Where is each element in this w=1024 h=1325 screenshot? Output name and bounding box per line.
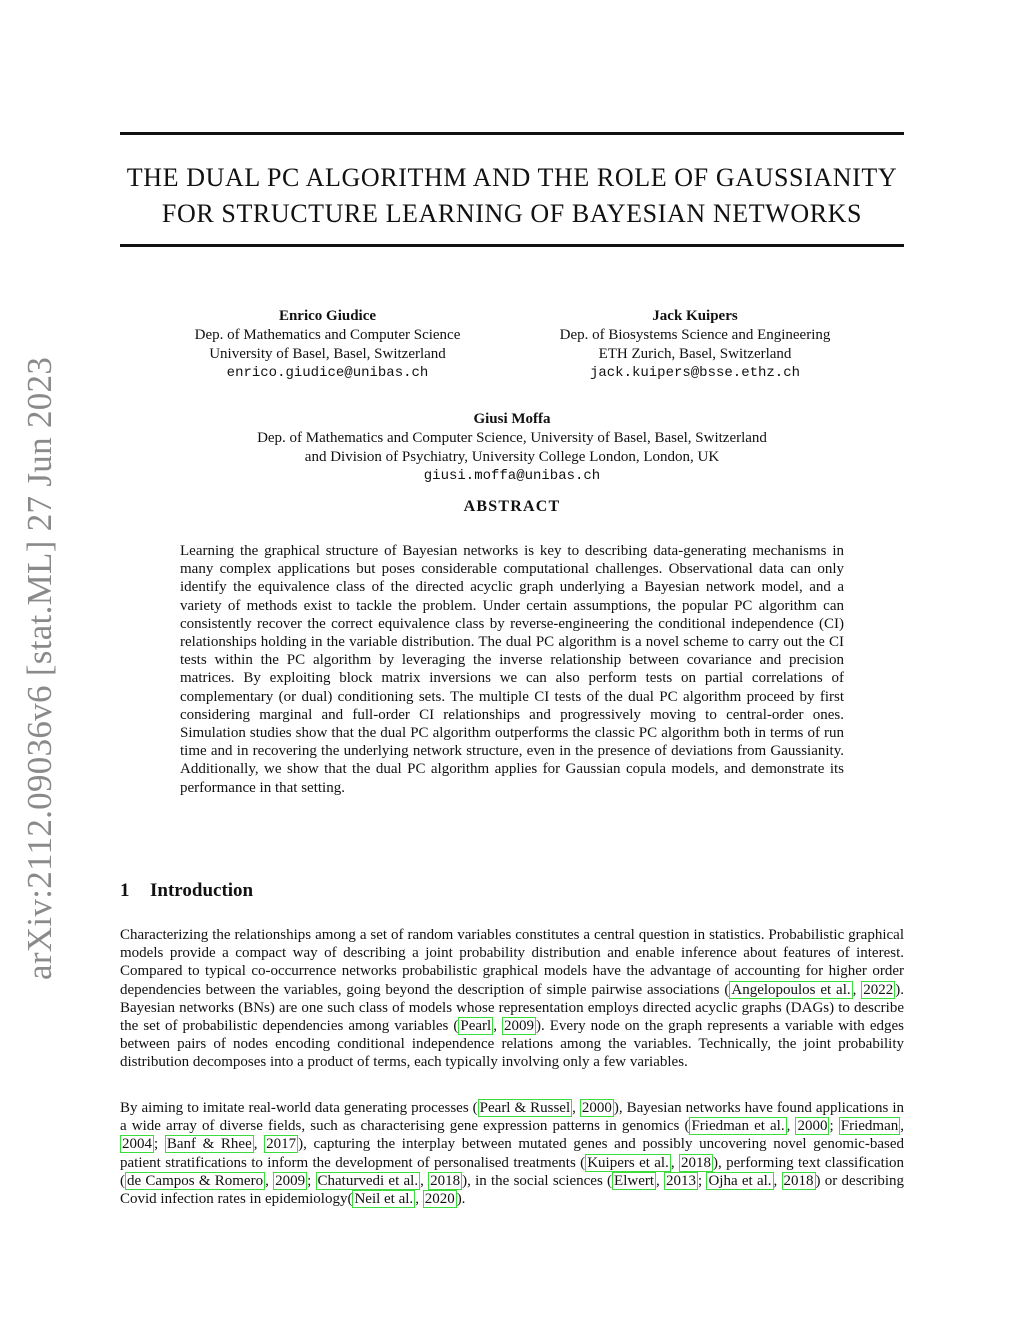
- author-block-2: [530, 307, 860, 383]
- citation-link[interactable]: Kuipers et al.: [587, 1154, 669, 1171]
- paragraph-text: ), in the social sciences (: [462, 1172, 613, 1189]
- abstract-heading: ABSTRACT: [463, 498, 561, 515]
- title-line-1: THE DUAL PC ALGORITHM AND THE ROLE OF GAUSSIANITY: [126, 163, 898, 192]
- citation-year-link[interactable]: 2013: [666, 1172, 697, 1189]
- author-name: Enrico Giudice: [278, 308, 377, 324]
- citation-year-link[interactable]: 2009: [275, 1172, 306, 1189]
- paragraph-text: ), capturing the interplay between mutated genes and possibly uncovering novel genomic-based patient stratifications to inform the development of personalised treatments (: [120, 1136, 904, 1171]
- citation-link[interactable]: Pearl: [460, 1018, 492, 1035]
- citation-year-link[interactable]: 2018: [430, 1172, 461, 1189]
- paragraph-text: ) or describing Covid infection rates in epidemiology(: [120, 1172, 905, 1208]
- author-block-1: [155, 307, 500, 383]
- paragraph-text: ), performing text classification (: [120, 1154, 905, 1189]
- title-line-2: FOR STRUCTURE LEARNING OF BAYESIAN NETWORKS: [161, 199, 863, 228]
- title-rule-top: [120, 132, 904, 135]
- intro-paragraph-2: By aiming to imitate real-world data generating processes ( Pearl & Russel , 2000 ), Bayesian networks have found applications in a wide array of diverse fields, such as characterising gene expression patterns in genomics ( Friedman et al. , 2000 ; Friedman , 2004 ; Banf & Rhee , 2017 ), capturing the interplay between mutated genes and possibly uncovering novel genomic-based patient stratifications to inform the development of personalised treatments ( Kuipers et al. , 2018 ), performing text classification ( de Campos & Romero , 2009 ; Chaturvedi et al. , 2018 ), in the social sciences ( Elwert , 2013 ; Ojha et al. , 2018 ) or describing Covid infection rates in epidemiology( Neil et al. , 2020 ).: [120, 1100, 905, 1208]
- citation-link[interactable]: Neil et al.: [354, 1191, 414, 1208]
- citation-link[interactable]: Pearl & Russel: [479, 1100, 571, 1116]
- citation-year-link[interactable]: 2018: [681, 1154, 711, 1171]
- citation-year-link[interactable]: 2009: [503, 1018, 534, 1035]
- citation-link[interactable]: de Campos & Romero: [127, 1172, 264, 1189]
- author-email[interactable]: enrico.giudice@unibas.ch: [226, 365, 429, 381]
- intro-paragraph-1: Characterizing the relationships among a set of random variables constitutes a central question in statistics. Probabilistic graphical models provide a compact way of describing a joint probability distribution and enable inference about features of interest. Compared to typical co-occurrence networks probabilistic graphical models have the advantage of accounting for higher order dependencies between the variables, going beyond the description of simple pairwise associations ( Angelopoulos et al. , 2022 ). Bayesian networks (BNs) are one such class of models whose representation employs directed acyclic graphs (DAGs) to describe the set of probabilistic dependencies among variables ( Pearl , 2009 ). Every node on the graph represents a variable with edges between pairs of nodes encoding conditional independence relations among the variables. Technically, the joint probability distribution decomposes into a product of terms, each typically involving only a few variables.: [120, 927, 904, 1071]
- citation-year-link[interactable]: 2000: [797, 1118, 828, 1135]
- citation-year-link[interactable]: 2022: [863, 981, 894, 998]
- citation-link[interactable]: Banf & Rhee: [166, 1136, 252, 1153]
- abstract-text: Learning the graphical structure of Bayesian networks is key to describing data-generating mechanisms in many complex applications but poses considerable computational challenges. Observational data can only identify the equivalence class of the directed acyclic graph underlying a Bayesian network model, and a variety of methods exist to tackle the problem. Under certain assumptions, the popular PC algorithm can consistently recover the correct equivalence class by reverse-engineering the conditional independence (CI) relationships holding in the variable distribution. The dual PC algorithm is a novel scheme to carry out the CI tests within the PC algorithm by leveraging the inverse relationship between covariance and precision matrices. By exploiting block matrix inversions we can also perform tests on partial correlations of complementary (or dual) conditioning sets. The multiple CI tests of the dual PC algorithm proceed by first considering marginal and full-order CI relationships and progressively moving to central-order ones. Simulation studies show that the dual PC algorithm outperforms the classic PC algorithm both in terms of run time and in recovering the underlying network structure, even in the presence of deviations from Gaussianity. Additionally, we show that the dual PC algorithm applies for Gaussian copula models, and demonstrate its performance in that setting.: [180, 543, 844, 796]
- section-number: 1: [120, 880, 130, 901]
- paper-title: [120, 160, 904, 232]
- citation-year-link[interactable]: 2000: [581, 1100, 612, 1116]
- author-affiliation: University of Basel, Basel, Switzerland: [209, 346, 446, 362]
- citation-year-link[interactable]: 2020: [424, 1191, 455, 1208]
- paragraph-text: Characterizing the relationships among a set of random variables constitutes a central question in statistics. Probabilistic graphical models provide a compact way of describing a joint probability distribution and enable inference about features of interest. Compared to typical co-occurrence networks probabilistic graphical models have the advantage of accounting for higher order dependencies between the variables, going beyond the description of simple pairwise associations (: [120, 927, 904, 998]
- section-title: Introduction: [150, 880, 254, 901]
- citation-link[interactable]: Angelopoulos et al.: [731, 981, 851, 998]
- author-name: Jack Kuipers: [652, 308, 738, 324]
- citation-link[interactable]: Friedman et al.: [691, 1118, 785, 1135]
- citation-link[interactable]: Ojha et al.: [708, 1172, 772, 1189]
- author-affiliation: and Division of Psychiatry, University College London, London, UK: [304, 449, 720, 465]
- paragraph-text: ).: [456, 1191, 466, 1208]
- title-rule-bottom: [120, 244, 904, 247]
- section-heading: [120, 880, 253, 902]
- author-affiliation: ETH Zurich, Basel, Switzerland: [598, 346, 792, 362]
- citation-link[interactable]: Friedman: [840, 1118, 899, 1135]
- author-affiliation: Dep. of Mathematics and Computer Science, University of Basel, Basel, Switzerland: [257, 430, 767, 446]
- citation-year-link[interactable]: 2018: [783, 1172, 814, 1189]
- author-email[interactable]: giusi.moffa@unibas.ch: [423, 468, 601, 484]
- arxiv-stamp: arXiv:2112.09036v6 [stat.ML] 27 Jun 2023: [20, 356, 59, 980]
- citation-year-link[interactable]: 2004: [122, 1136, 152, 1153]
- paragraph-text: ). Bayesian networks (BNs) are one such class of models whose representation employs directed acyclic graphs (DAGs) to describe the set of probabilistic dependencies among variables (: [120, 981, 904, 1035]
- author-affiliation: Dep. of Mathematics and Computer Science: [194, 327, 461, 343]
- author-name: Giusi Moffa: [473, 411, 551, 427]
- author-block-3: [180, 410, 844, 486]
- author-email[interactable]: jack.kuipers@bsse.ethz.ch: [589, 365, 801, 381]
- citation-year-link[interactable]: 2017: [266, 1136, 297, 1153]
- author-affiliation: Dep. of Biosystems Science and Engineering: [559, 327, 831, 343]
- paragraph-text: ), Bayesian networks have found applications in a wide array of diverse fields, such as characterising gene expression patterns in genomics (: [120, 1100, 905, 1135]
- citation-link[interactable]: Elwert: [614, 1172, 655, 1189]
- citation-link[interactable]: Chaturvedi et al.: [317, 1172, 419, 1189]
- paragraph-text: ). Every node on the graph represents a variable with edges between pairs of nodes encoding conditional independence relations among the variables. Technically, the joint probability distribution decomposes into a product of terms, each typically involving only a few variables.: [120, 1018, 904, 1071]
- paragraph-text: By aiming to imitate real-world data generating processes (: [120, 1100, 478, 1116]
